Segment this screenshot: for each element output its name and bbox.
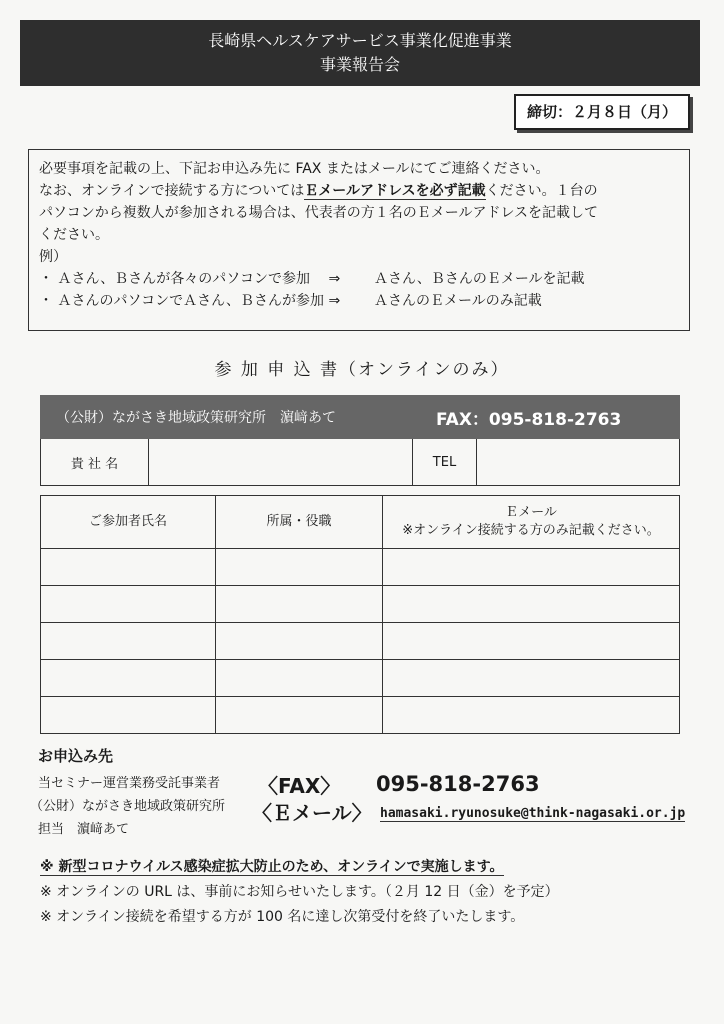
participant-affiliation-cell[interactable] <box>216 549 383 586</box>
participant-affiliation-cell[interactable] <box>216 697 383 734</box>
company-table <box>40 439 680 486</box>
participant-email-cell[interactable] <box>383 660 680 697</box>
note-1 <box>40 855 559 880</box>
notice-line1: 必要事項を記載の上、下記お申込み先に FAX またはメールにてご連絡ください。 <box>39 161 550 177</box>
header-title-line1: 長崎県ヘルスケアサービス事業化促進事業 <box>208 31 512 50</box>
participants-body <box>41 549 680 734</box>
notice-line3: パソコンから複数人が参加される場合は、代表者の方１名のＥメールアドレスを記載して <box>39 205 599 221</box>
note-3: ※ オンライン接続を希望する方が 100 名に達し次第受付を終了いたします。 <box>40 909 525 925</box>
apply-fax-tag: 〈FAX〉 <box>258 774 341 798</box>
col-email-header-line2: ※オンライン接続する方のみ記載ください。 <box>402 523 660 538</box>
address-fax: FAX：095-818-2763 <box>436 409 622 430</box>
participant-email-cell[interactable] <box>383 549 680 586</box>
participants-header-row <box>41 496 680 549</box>
participant-row <box>41 549 680 586</box>
company-name-field[interactable] <box>149 439 413 485</box>
participant-affiliation-cell[interactable] <box>216 586 383 623</box>
participant-row <box>41 660 680 697</box>
example-1-left: ・ Ａさん、Ｂさんが各々のパソコンで参加 ⇒ <box>39 271 341 287</box>
tel-label: TEL <box>413 439 477 485</box>
example-row-1 <box>39 268 679 290</box>
notice-line2 <box>39 180 679 202</box>
participant-row <box>41 697 680 734</box>
apply-line3: 担当 濵﨑あて <box>38 822 130 837</box>
participant-affiliation-cell[interactable] <box>216 623 383 660</box>
example-1-right: Ａさん、ＢさんのＥメールを記載 <box>374 271 585 287</box>
col-email-header <box>383 496 680 549</box>
participant-email-cell[interactable] <box>383 586 680 623</box>
header-title-line2: 事業報告会 <box>319 55 400 74</box>
example-label: 例） <box>39 249 67 265</box>
tel-field[interactable] <box>477 439 679 485</box>
participant-affiliation-cell[interactable] <box>216 660 383 697</box>
participant-name-cell[interactable] <box>41 697 216 734</box>
participant-name-cell[interactable] <box>41 549 216 586</box>
participant-name-cell[interactable] <box>41 623 216 660</box>
note-2: ※ オンラインの URL は、事前にお知らせいたします。（２月 12 日（金）を予定） <box>40 884 559 900</box>
participant-name-cell[interactable] <box>41 586 216 623</box>
note-1-text: ※ 新型コロナウイルス感染症拡大防止のため、オンラインで実施します。 <box>40 859 504 875</box>
address-bar <box>40 395 680 439</box>
notice-line2-emphasis: Ｅメールアドレスを必ず記載 <box>304 183 486 199</box>
example-row-2 <box>39 290 679 312</box>
apply-heading: お申込み先 <box>38 747 114 765</box>
example-2-right: ＡさんのＥメールのみ記載 <box>374 293 542 309</box>
apply-email-tag: 〈Ｅメール〉 <box>252 801 372 825</box>
participant-email-cell[interactable] <box>383 623 680 660</box>
participants-table <box>40 495 680 734</box>
col-email-header-line1: Ｅメール <box>505 505 557 520</box>
participant-row <box>41 623 680 660</box>
page-header <box>20 20 700 86</box>
apply-line1: 当セミナー運営業務受託事業者 <box>38 776 221 791</box>
notice-line2-pre: なお、オンラインで接続する方については <box>39 183 305 199</box>
col-name-header: ご参加者氏名 <box>41 496 216 549</box>
participant-name-cell[interactable] <box>41 660 216 697</box>
col-affiliation-header: 所属・役職 <box>216 496 383 549</box>
notice-line2-post: ください。１台の <box>485 183 598 199</box>
participant-row <box>41 586 680 623</box>
form-title: 参 加 申 込 書（オンラインのみ） <box>214 360 510 380</box>
deadline-badge: 締切：２月８日（月） <box>514 94 690 130</box>
apply-email-address[interactable]: hamasaki.ryunosuke@think-nagasaki.or.jp <box>380 806 686 821</box>
example-2-left: ・ ＡさんのパソコンでＡさん、Ｂさんが参加 ⇒ <box>39 293 341 309</box>
apply-line2: （公財）ながさき地域政策研究所 <box>30 799 226 814</box>
apply-fax-number: 095-818-2763 <box>376 772 540 796</box>
participant-email-cell[interactable] <box>383 697 680 734</box>
address-org: （公財）ながさき地域政策研究所 濵﨑あて <box>56 410 336 426</box>
notes <box>40 855 559 930</box>
company-label: 貴 社 名 <box>41 439 149 485</box>
notice-line4: ください。 <box>39 227 109 243</box>
notice-box <box>28 149 690 331</box>
apply-contact <box>30 772 225 841</box>
